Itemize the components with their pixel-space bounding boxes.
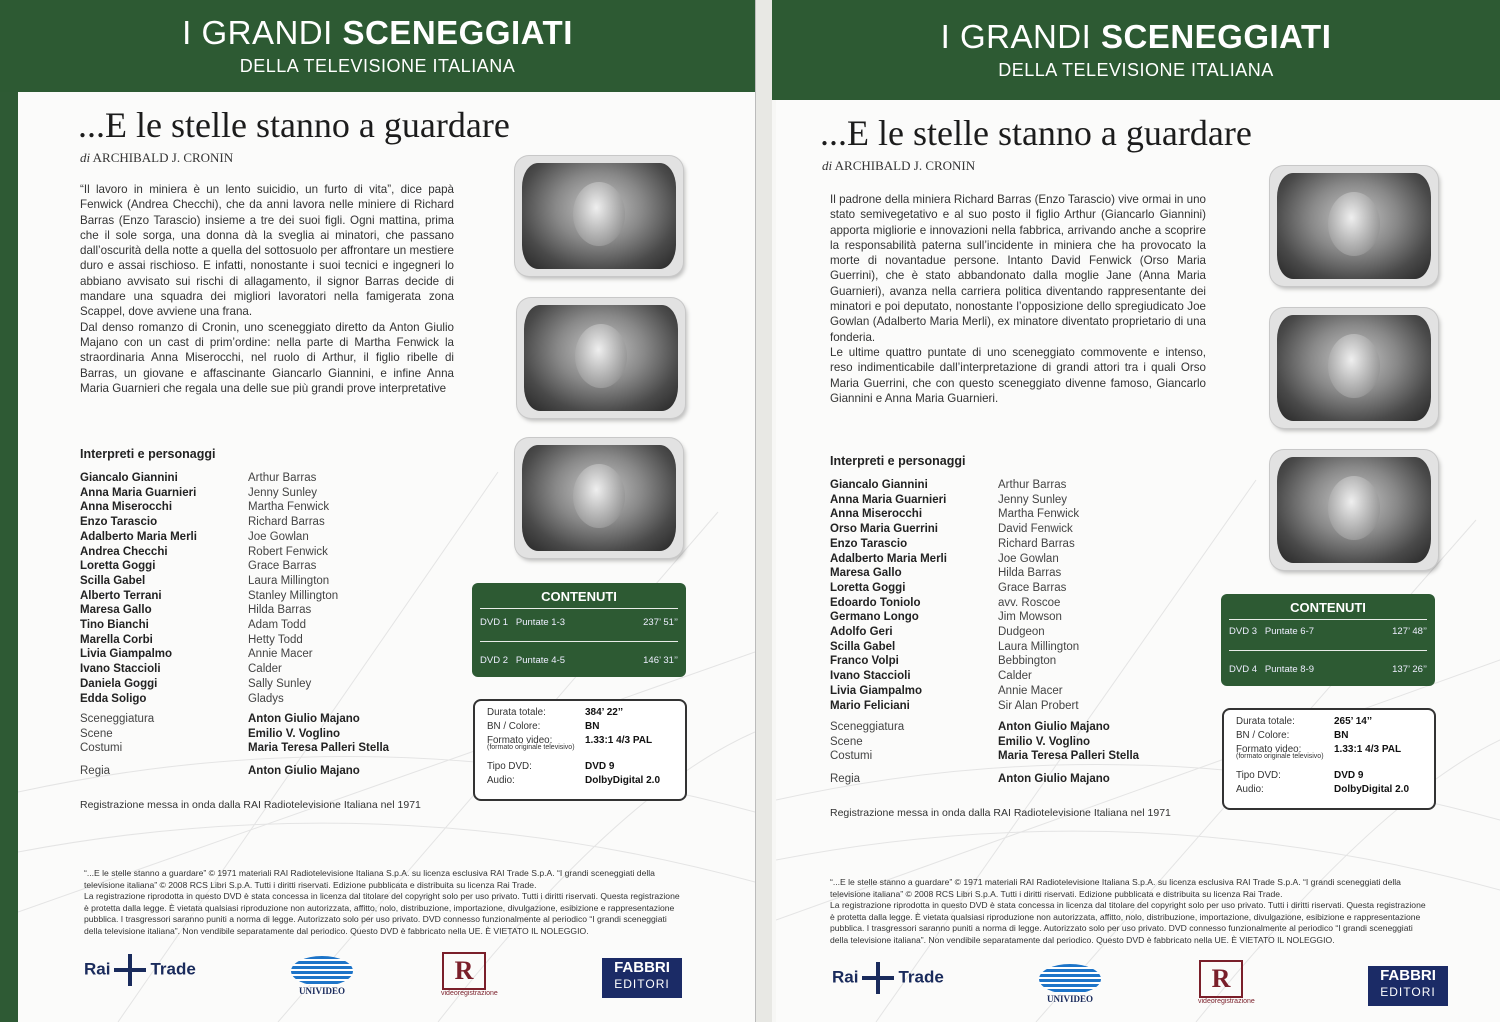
tech-label-text: Audio: xyxy=(1236,784,1264,795)
cast-role: Gladys xyxy=(248,692,284,705)
contenuti-row xyxy=(1229,664,1427,675)
program-title: ...E le stelle stanno a guardare xyxy=(78,105,510,145)
dvd-label: DVD 3 xyxy=(1229,626,1257,637)
univideo-logo xyxy=(1038,964,1102,1006)
still-image xyxy=(1277,173,1431,279)
series-header xyxy=(0,0,755,92)
divider xyxy=(1229,650,1427,651)
univideo-text: UNIVIDEO xyxy=(1046,994,1093,1004)
cast-role: Arthur Barras xyxy=(248,472,317,484)
series-title-bold: SCENEGGIATI xyxy=(342,14,573,51)
cast-role: David Fenwick xyxy=(998,523,1073,536)
cast-actor: Loretta Goggi xyxy=(80,560,156,573)
tech-label-text: BN / Colore: xyxy=(1236,730,1290,741)
cast-actor: Mario Feliciani xyxy=(830,699,910,712)
tech-value: DVD 9 xyxy=(1334,770,1364,781)
tech-label xyxy=(487,735,575,751)
videoregistrazione-logo xyxy=(441,952,498,997)
cast-actor: Anna Miserocchi xyxy=(830,508,923,521)
tech-label-text: Tipo DVD: xyxy=(487,761,532,772)
rai-cross-icon xyxy=(114,954,146,986)
still-face xyxy=(1328,476,1380,540)
cast-actor: Giancalo Giannini xyxy=(830,479,928,491)
legal-paragraph: La registrazione riprodotta in questo DVD è stata concessa in licenza dal titolare del copyright solo per uso privato. Tutti i diritti riservati. Questa registrazione è protetta dalla legge. È vietata qualsiasi riproduzione non autorizzata, affitto, nolo, distribuzione, importazione, divulgazione, esibizione e rappresentazione pubblica. I trasgressori saranno puniti a norma di legge. Autorizzato solo per uso privato. DVD connesso funzionalmente al periodico “I grandi sceneggiati della televisione italiana”. Non vendibile separatamente dal periodico. Questo DVD è fabbricato nella UE. È VIETATO IL NOLEGGIO. xyxy=(84,891,680,936)
cast-role: Martha Fenwick xyxy=(248,501,330,514)
cast-actor: Anna Miserocchi xyxy=(80,501,173,514)
crew-list xyxy=(80,712,410,782)
crew-label: Regia xyxy=(830,773,861,785)
tech-label xyxy=(1236,716,1295,727)
contenuti-box xyxy=(1221,594,1435,686)
cast-role: Laura Millington xyxy=(998,640,1080,653)
cast-role: Hetty Todd xyxy=(248,633,303,646)
cast-role: Annie Macer xyxy=(998,684,1063,697)
cast-list xyxy=(80,471,410,711)
rai-text: Rai xyxy=(84,959,111,979)
cast-actor: Giancalo Giannini xyxy=(80,472,178,484)
still-image xyxy=(1277,457,1431,563)
cover-paper xyxy=(18,92,755,1022)
univideo-globe-icon xyxy=(291,956,353,986)
tv-still-frame xyxy=(1270,450,1438,570)
tech-label-text: Formato video: xyxy=(487,735,553,746)
tech-label xyxy=(487,721,540,732)
series-title-thin: I GRANDI xyxy=(940,18,1092,55)
univideo-logo xyxy=(290,956,354,998)
crew-label: Regia xyxy=(80,765,111,777)
cast-actor: Marella Corbi xyxy=(80,633,153,646)
cast-actor: Maresa Gallo xyxy=(830,567,902,580)
cast-actor: Enzo Tarascio xyxy=(830,537,908,550)
legal-paragraph: La registrazione riprodotta in questo DVD è stata concessa in licenza dal titolare del copyright solo per uso privato. Tutti i diritti riservati. Questa registrazione è protetta dalla legge. È vietata qualsiasi riproduzione non autorizzata, affitto, nolo, distribuzione, importazione, divulgazione, esibizione e rappresentazione pubblica. I trasgressori saranno puniti a norma di legge. Autorizzato solo per uso privato. DVD connesso funzionalmente al periodico “I grandi sceneggiati della televisione italiana”. Non vendibile separatamente dal periodico. Questo DVD è fabbricato nella UE. È VIETATO IL NOLEGGIO. xyxy=(830,900,1426,945)
tech-label xyxy=(487,707,546,718)
cast-role: Sally Sunley xyxy=(248,677,312,690)
broadcast-note: Registrazione messa in onda dalla RAI Radiotelevisione Italiana nel 1971 xyxy=(830,807,1171,819)
videoregistrazione-logo xyxy=(1198,960,1255,1005)
cast-role: Grace Barras xyxy=(248,560,317,573)
program-title: ...E le stelle stanno a guardare xyxy=(820,113,1252,153)
tech-value: 1.33:1 4/3 PAL xyxy=(1334,744,1402,755)
series-title-bold: SCENEGGIATI xyxy=(1100,18,1332,55)
author-line xyxy=(822,158,975,174)
series-title-thin: I GRANDI xyxy=(182,14,333,51)
tech-label xyxy=(1236,784,1264,795)
series-subtitle: DELLA TELEVISIONE ITALIANA xyxy=(998,60,1274,80)
cast-role: Annie Macer xyxy=(248,648,313,661)
crew-value: Emilio V. Voglino xyxy=(998,735,1091,748)
author-prefix: di xyxy=(822,158,833,173)
author-name: ARCHIBALD J. CRONIN xyxy=(92,150,234,165)
cast-role: Dudgeon xyxy=(998,626,1045,638)
tech-label xyxy=(487,761,532,772)
tech-value: BN xyxy=(1334,730,1349,741)
crew-label: Costumi xyxy=(80,742,123,755)
legal-paragraph: “...E le stelle stanno a guardare” © 1971 materiali RAI Radiotelevisione Italiana S.p.A. su licenza esclusiva RAI Trade S.p.A. “I grandi sceneggiati della televisione italiana” © 2008 RCS Libri S.p.A. Tutti i diritti riservati. Edizione pubblicata e distribuita su licenza Rai Trade. xyxy=(84,868,655,890)
cast-list xyxy=(830,478,1160,718)
trade-text: Trade xyxy=(898,967,944,987)
crew-label: Sceneggiatura xyxy=(80,713,155,725)
dvd-label: DVD 4 xyxy=(1229,664,1257,675)
cover-paper xyxy=(776,100,1500,1022)
cast-role: Adam Todd xyxy=(248,619,306,631)
cast-heading: Interpreti e personaggi xyxy=(830,454,966,468)
synopsis-paragraph: Dal denso romanzo di Cronin, uno sceneggiato diretto da Anton Giulio Majano con un cast di prim’ordine: nella parte di Martha Fenwick la straordinaria Anna Miserocchi, nel ruolo di Arthur, il figlio ribelle di Barras, un giovane e affascinante Giancarlo Giannini, e infine Anna Maria Guarnieri che regala una delle sue più grandi prove interpretative xyxy=(80,320,454,395)
cast-actor: Orso Maria Guerrini xyxy=(830,523,939,536)
legal-notice xyxy=(830,877,1430,947)
cast-actor: Daniela Goggi xyxy=(80,677,158,690)
cast-role: Bebbington xyxy=(998,655,1057,668)
duration: 146’ 31’’ xyxy=(643,655,678,666)
tech-value: DolbyDigital 2.0 xyxy=(585,775,661,786)
tech-label-note: (formato originale televisivo) xyxy=(487,744,575,751)
cast-role: Martha Fenwick xyxy=(998,508,1080,521)
videor-text: videoregistrazione xyxy=(1198,998,1255,1005)
still-face xyxy=(1328,334,1380,398)
divider xyxy=(480,641,678,642)
contenuti-title: CONTENUTI xyxy=(541,589,617,604)
tv-still-frame xyxy=(517,298,685,418)
tech-label-text: BN / Colore: xyxy=(487,721,541,732)
legal-notice xyxy=(84,868,682,938)
fabbri-text: FABBRI xyxy=(1380,967,1436,984)
cast-actor: Anna Maria Guarnieri xyxy=(80,486,197,499)
univideo-text: UNIVIDEO xyxy=(298,986,345,996)
still-face xyxy=(1328,192,1380,256)
contenuti-row xyxy=(480,617,678,628)
contenuti-title: CONTENUTI xyxy=(1290,600,1366,615)
cast-role: Grace Barras xyxy=(998,581,1067,594)
videor-r-icon: R xyxy=(442,952,486,990)
cast-actor: Tino Bianchi xyxy=(80,619,149,631)
cast-actor: Andrea Checchi xyxy=(80,545,168,558)
crew-value: Anton Giulio Majano xyxy=(998,773,1110,785)
series-subtitle: DELLA TELEVISIONE ITALIANA xyxy=(239,56,516,76)
tech-label xyxy=(1236,770,1281,781)
still-face xyxy=(573,464,625,528)
crew-label: Sceneggiatura xyxy=(830,721,905,733)
cast-actor: Alberto Terrani xyxy=(80,589,162,602)
tech-label xyxy=(1236,744,1324,760)
contenuti-row xyxy=(1229,626,1427,637)
crew-value: Anton Giulio Majano xyxy=(248,713,360,725)
cast-role: Laura Millington xyxy=(248,574,330,587)
cast-role: Jenny Sunley xyxy=(248,486,318,499)
cast-role: Joe Gowlan xyxy=(998,552,1059,565)
crew-label: Scene xyxy=(80,727,113,740)
cast-actor: Enzo Tarascio xyxy=(80,516,158,529)
author-prefix: di xyxy=(80,150,91,165)
cast-role: Jim Mowson xyxy=(998,611,1062,624)
rai-text: Rai xyxy=(832,967,859,987)
series-header xyxy=(772,0,1500,100)
puntate-label: Puntate 1-3 xyxy=(515,617,566,628)
cast-actor: Loretta Goggi xyxy=(830,581,906,594)
cast-actor: Ivano Staccioli xyxy=(80,663,161,676)
puntate-label: Puntate 8-9 xyxy=(1264,664,1315,675)
univideo-globe-icon xyxy=(1039,964,1101,994)
crew-value: Anton Giulio Majano xyxy=(248,765,360,777)
broadcast-note: Registrazione messa in onda dalla RAI Radiotelevisione Italiana nel 1971 xyxy=(80,799,421,811)
divider xyxy=(1229,619,1427,620)
crew-label: Scene xyxy=(830,735,863,748)
tech-label-text: Formato video: xyxy=(1236,744,1302,755)
cast-heading: Interpreti e personaggi xyxy=(80,447,216,461)
tv-still-frame xyxy=(515,156,683,276)
dvd-cover-right xyxy=(772,0,1500,1022)
puntate-label: Puntate 4-5 xyxy=(515,655,566,666)
trade-text: Trade xyxy=(150,959,196,979)
crew-value: Maria Teresa Palleri Stella xyxy=(998,750,1140,763)
cast-actor: Anna Maria Guarnieri xyxy=(830,493,947,506)
tech-value: 265’ 14’’ xyxy=(1334,716,1372,727)
still-image xyxy=(522,163,676,269)
cast-role: Robert Fenwick xyxy=(248,545,328,558)
tech-value: DolbyDigital 2.0 xyxy=(1334,784,1410,795)
synopsis-paragraph: Il padrone della miniera Richard Barras (Enzo Tarascio) vive ormai in uno stato semivegetativo e al suo posto il figlio Arthur (Giancarlo Giannini) apporta migliorie e innovazioni nella fabbrica, arrivando anche a scoprire la responsabilità paterna sull’incidente in miniera che ha provocato la morte di novantadue persone. Intanto David Fenwick (Orso Maria Guerrini), che è stato abbandonato dalla moglie Jane (Anna Maria Guarnieri), avanza nella carriera politica diventando rappresentante dei minatori e poi deputato, nonostante l’opposizione dello spregiudicato Joe Gowlan (Adalberto Maria Merli), ex minatore diventato proprietario di una fonderia. xyxy=(830,193,1206,344)
tech-value: 1.33:1 4/3 PAL xyxy=(585,735,653,746)
contenuti-box xyxy=(472,583,686,677)
cast-actor: Livia Giampalmo xyxy=(80,648,173,661)
cast-actor: Adolfo Geri xyxy=(830,626,893,638)
videor-r-icon: R xyxy=(1199,960,1243,998)
tech-specs-box xyxy=(473,699,687,801)
still-image xyxy=(1277,315,1431,421)
dvd-label: DVD 1 xyxy=(480,617,508,628)
editori-text: EDITORI xyxy=(614,977,670,991)
videor-text: videoregistrazione xyxy=(441,990,498,997)
puntate-label: Puntate 6-7 xyxy=(1264,626,1315,637)
cast-actor: Adalberto Maria Merli xyxy=(80,530,197,543)
crew-value: Emilio V. Voglino xyxy=(248,727,341,740)
author-name: ARCHIBALD J. CRONIN xyxy=(834,158,976,173)
cover-side-strip xyxy=(0,0,18,1022)
cast-actor: Germano Longo xyxy=(830,611,919,624)
synopsis xyxy=(830,192,1206,406)
crew-label: Costumi xyxy=(830,750,873,763)
synopsis xyxy=(80,182,454,396)
synopsis-paragraph: Le ultime quattro puntate di uno sceneggiato commovente e intenso, reso indimenticabile dall’interpretazione di grandi attori tra i quali Orso Maria Guerrini, che con questo sceneggiato divenne famoso, Giancarlo Giannini e Anna Maria Guarnieri. xyxy=(830,345,1206,405)
cast-role: Richard Barras xyxy=(248,516,325,529)
divider xyxy=(480,608,678,609)
tech-label xyxy=(1236,730,1289,741)
still-face xyxy=(573,182,625,246)
cast-role: Calder xyxy=(998,670,1032,683)
cast-actor: Edda Soligo xyxy=(80,692,147,705)
still-face xyxy=(575,324,627,388)
cast-actor: Scilla Gabel xyxy=(830,640,896,653)
fabbri-text: FABBRI xyxy=(614,959,670,976)
crew-value: Anton Giulio Majano xyxy=(998,721,1110,733)
fabbri-editori-logo xyxy=(1368,966,1448,1006)
tech-label-text: Tipo DVD: xyxy=(1236,770,1281,781)
tech-value: 384’ 22’’ xyxy=(585,707,623,718)
cast-actor: Ivano Staccioli xyxy=(830,670,911,683)
tech-value: BN xyxy=(585,721,600,732)
duration: 127’ 48’’ xyxy=(1392,626,1427,637)
contenuti-row xyxy=(480,655,678,666)
duration: 237’ 51’’ xyxy=(643,617,678,628)
legal-paragraph: “...E le stelle stanno a guardare” © 1971 materiali RAI Radiotelevisione Italiana S.p.A. su licenza esclusiva RAI Trade S.p.A. “I grandi sceneggiati della televisione italiana” © 2008 RCS Libri S.p.A. Tutti i diritti riservati. Edizione pubblicata e distribuita su licenza Rai Trade. xyxy=(830,877,1401,899)
tech-label-text: Audio: xyxy=(487,775,515,786)
cast-actor: Adalberto Maria Merli xyxy=(830,552,947,565)
editori-text: EDITORI xyxy=(1380,985,1436,999)
cast-role: Hilda Barras xyxy=(248,604,312,617)
cast-role: Joe Gowlan xyxy=(248,530,309,543)
dvd-label: DVD 2 xyxy=(480,655,508,666)
author-line xyxy=(80,150,233,166)
cast-actor: Franco Volpi xyxy=(830,655,899,668)
cast-actor: Scilla Gabel xyxy=(80,574,146,587)
cast-role: Sir Alan Probert xyxy=(998,699,1079,712)
cast-role: Jenny Sunley xyxy=(998,493,1068,506)
tech-label xyxy=(487,775,515,786)
tv-still-frame xyxy=(1270,166,1438,286)
rai-cross-icon xyxy=(862,962,894,994)
tech-value: DVD 9 xyxy=(585,761,615,772)
tech-specs-box xyxy=(1222,708,1436,810)
cast-actor: Edoardo Toniolo xyxy=(830,596,921,609)
tv-still-frame xyxy=(515,438,683,558)
tv-still-frame xyxy=(1270,308,1438,428)
fabbri-editori-logo xyxy=(602,958,682,998)
cast-role: Stanley Millington xyxy=(248,589,339,602)
cast-actor: Maresa Gallo xyxy=(80,604,152,617)
synopsis-paragraph: “Il lavoro in miniera è un lento suicidio, un furto di vita”, dice papà Fenwick (Andrea Checchi), che da anni lavora nelle miniere di Richard Barras (Enzo Tarascio) insieme a tre dei suoi figli. Ogni mattina, prima che il sole sorga, una donna dà la sveglia ai minatori, che passano dall’oscurità della notte a quella del sottosuolo per affrontare un mestiere duro e assai rischioso. E infatti, nonostante i suoi tecnici e ingegneri lo abbiano avvisato sui rischi di allagamento, il signor Barras decide di mandare una squadra dei migliori lavoratori nella famigerata zona Scappel, dove avviene una frana. xyxy=(80,183,454,319)
rai-trade-logo xyxy=(832,962,944,994)
series-title xyxy=(772,18,1500,56)
cast-role: Hilda Barras xyxy=(998,567,1062,580)
crew-list xyxy=(830,720,1160,790)
still-image xyxy=(522,445,676,551)
cast-role: Richard Barras xyxy=(998,537,1075,550)
cast-role: avv. Roscoe xyxy=(998,596,1061,609)
series-title xyxy=(0,14,755,52)
tech-label-text: Durata totale: xyxy=(1236,716,1295,727)
tech-label-note: (formato originale televisivo) xyxy=(1236,753,1324,760)
still-image xyxy=(524,305,678,411)
duration: 137’ 26’’ xyxy=(1392,664,1427,675)
rai-trade-logo xyxy=(84,954,196,986)
crew-value: Maria Teresa Palleri Stella xyxy=(248,742,390,755)
cast-actor: Livia Giampalmo xyxy=(830,684,923,697)
cast-role: Calder xyxy=(248,663,282,676)
tech-label-text: Durata totale: xyxy=(487,707,546,718)
cast-role: Arthur Barras xyxy=(998,479,1067,491)
